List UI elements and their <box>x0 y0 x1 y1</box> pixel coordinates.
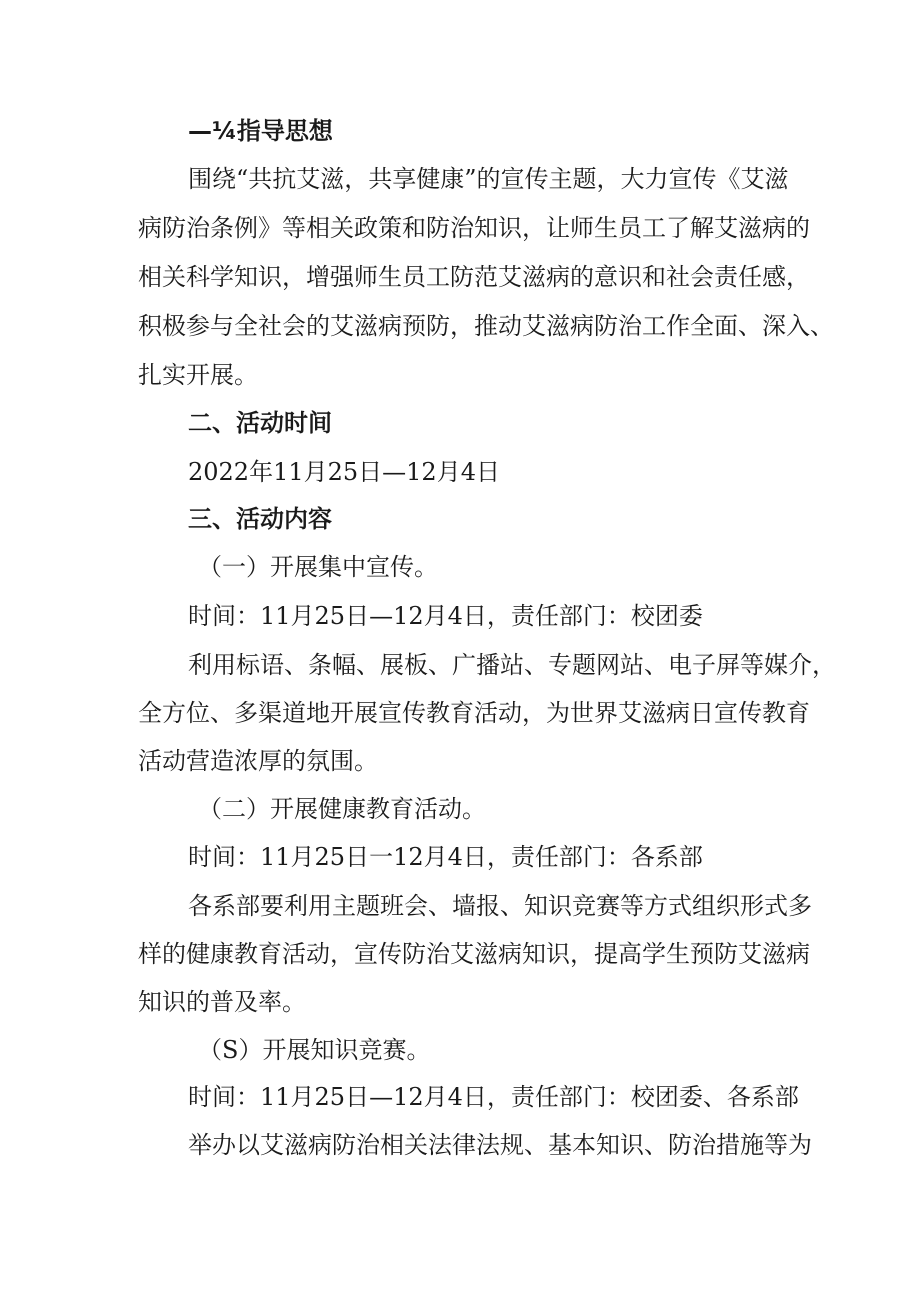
item-title: （S）开展知识竞赛。 <box>198 1036 431 1064</box>
paragraph-line: 病防治条例》等相关政策和防治知识，让师生员工了解艾滋病的 <box>138 214 810 242</box>
paragraph-line: 样的健康教育活动，宣传防治艾滋病知识，提高学生预防艾滋病 <box>138 940 810 968</box>
paragraph-line: 全方位、多渠道地开展宣传教育活动，为世界艾滋病日宣传教育 <box>138 699 810 727</box>
paragraph-line: 各系部要利用主题班会、墙报、知识竞赛等方式组织形式多 <box>188 892 812 920</box>
section-heading-activity-content: 三、活动内容 <box>188 505 332 533</box>
paragraph-line: 围绕“共抗艾滋，共享健康”的宣传主题，大力宣传《艾滋 <box>188 165 789 193</box>
paragraph-line: 活动营造浓厚的氛围。 <box>138 747 378 775</box>
paragraph-line: 相关科学知识，增强师生员工防范艾滋病的意识和社会责任感， <box>138 263 810 291</box>
paragraph-line: 利用标语、条幅、展板、广播站、专题网站、电子屏等媒介， <box>188 651 836 679</box>
item-time-line: 时间：11月25日—12月4日，责任部门：校团委、各系部 <box>188 1083 799 1111</box>
paragraph-line: 扎实开展。 <box>138 361 258 389</box>
paragraph-line: 举办以艾滋病防治相关法律法规、基本知识、防治措施等为 <box>188 1131 812 1159</box>
item-time-line: 时间：11月25日一12月4日，责任部门：各系部 <box>188 843 703 871</box>
section-heading-guiding-ideology: —¼指导思想 <box>188 117 333 145</box>
item-title: （二）开展健康教育活动。 <box>198 795 486 823</box>
item-time-line: 时间：11月25日—12月4日，责任部门：校团委 <box>188 602 703 630</box>
section-heading-activity-time: 二、活动时间 <box>188 409 332 437</box>
activity-time-text: 2022年11月25日—12月4日 <box>188 458 500 486</box>
paragraph-line: 积极参与全社会的艾滋病预防，推动艾滋病防治工作全面、深入、 <box>138 312 834 340</box>
item-title: （一）开展集中宣传。 <box>198 553 438 581</box>
paragraph-line: 知识的普及率。 <box>138 988 306 1016</box>
